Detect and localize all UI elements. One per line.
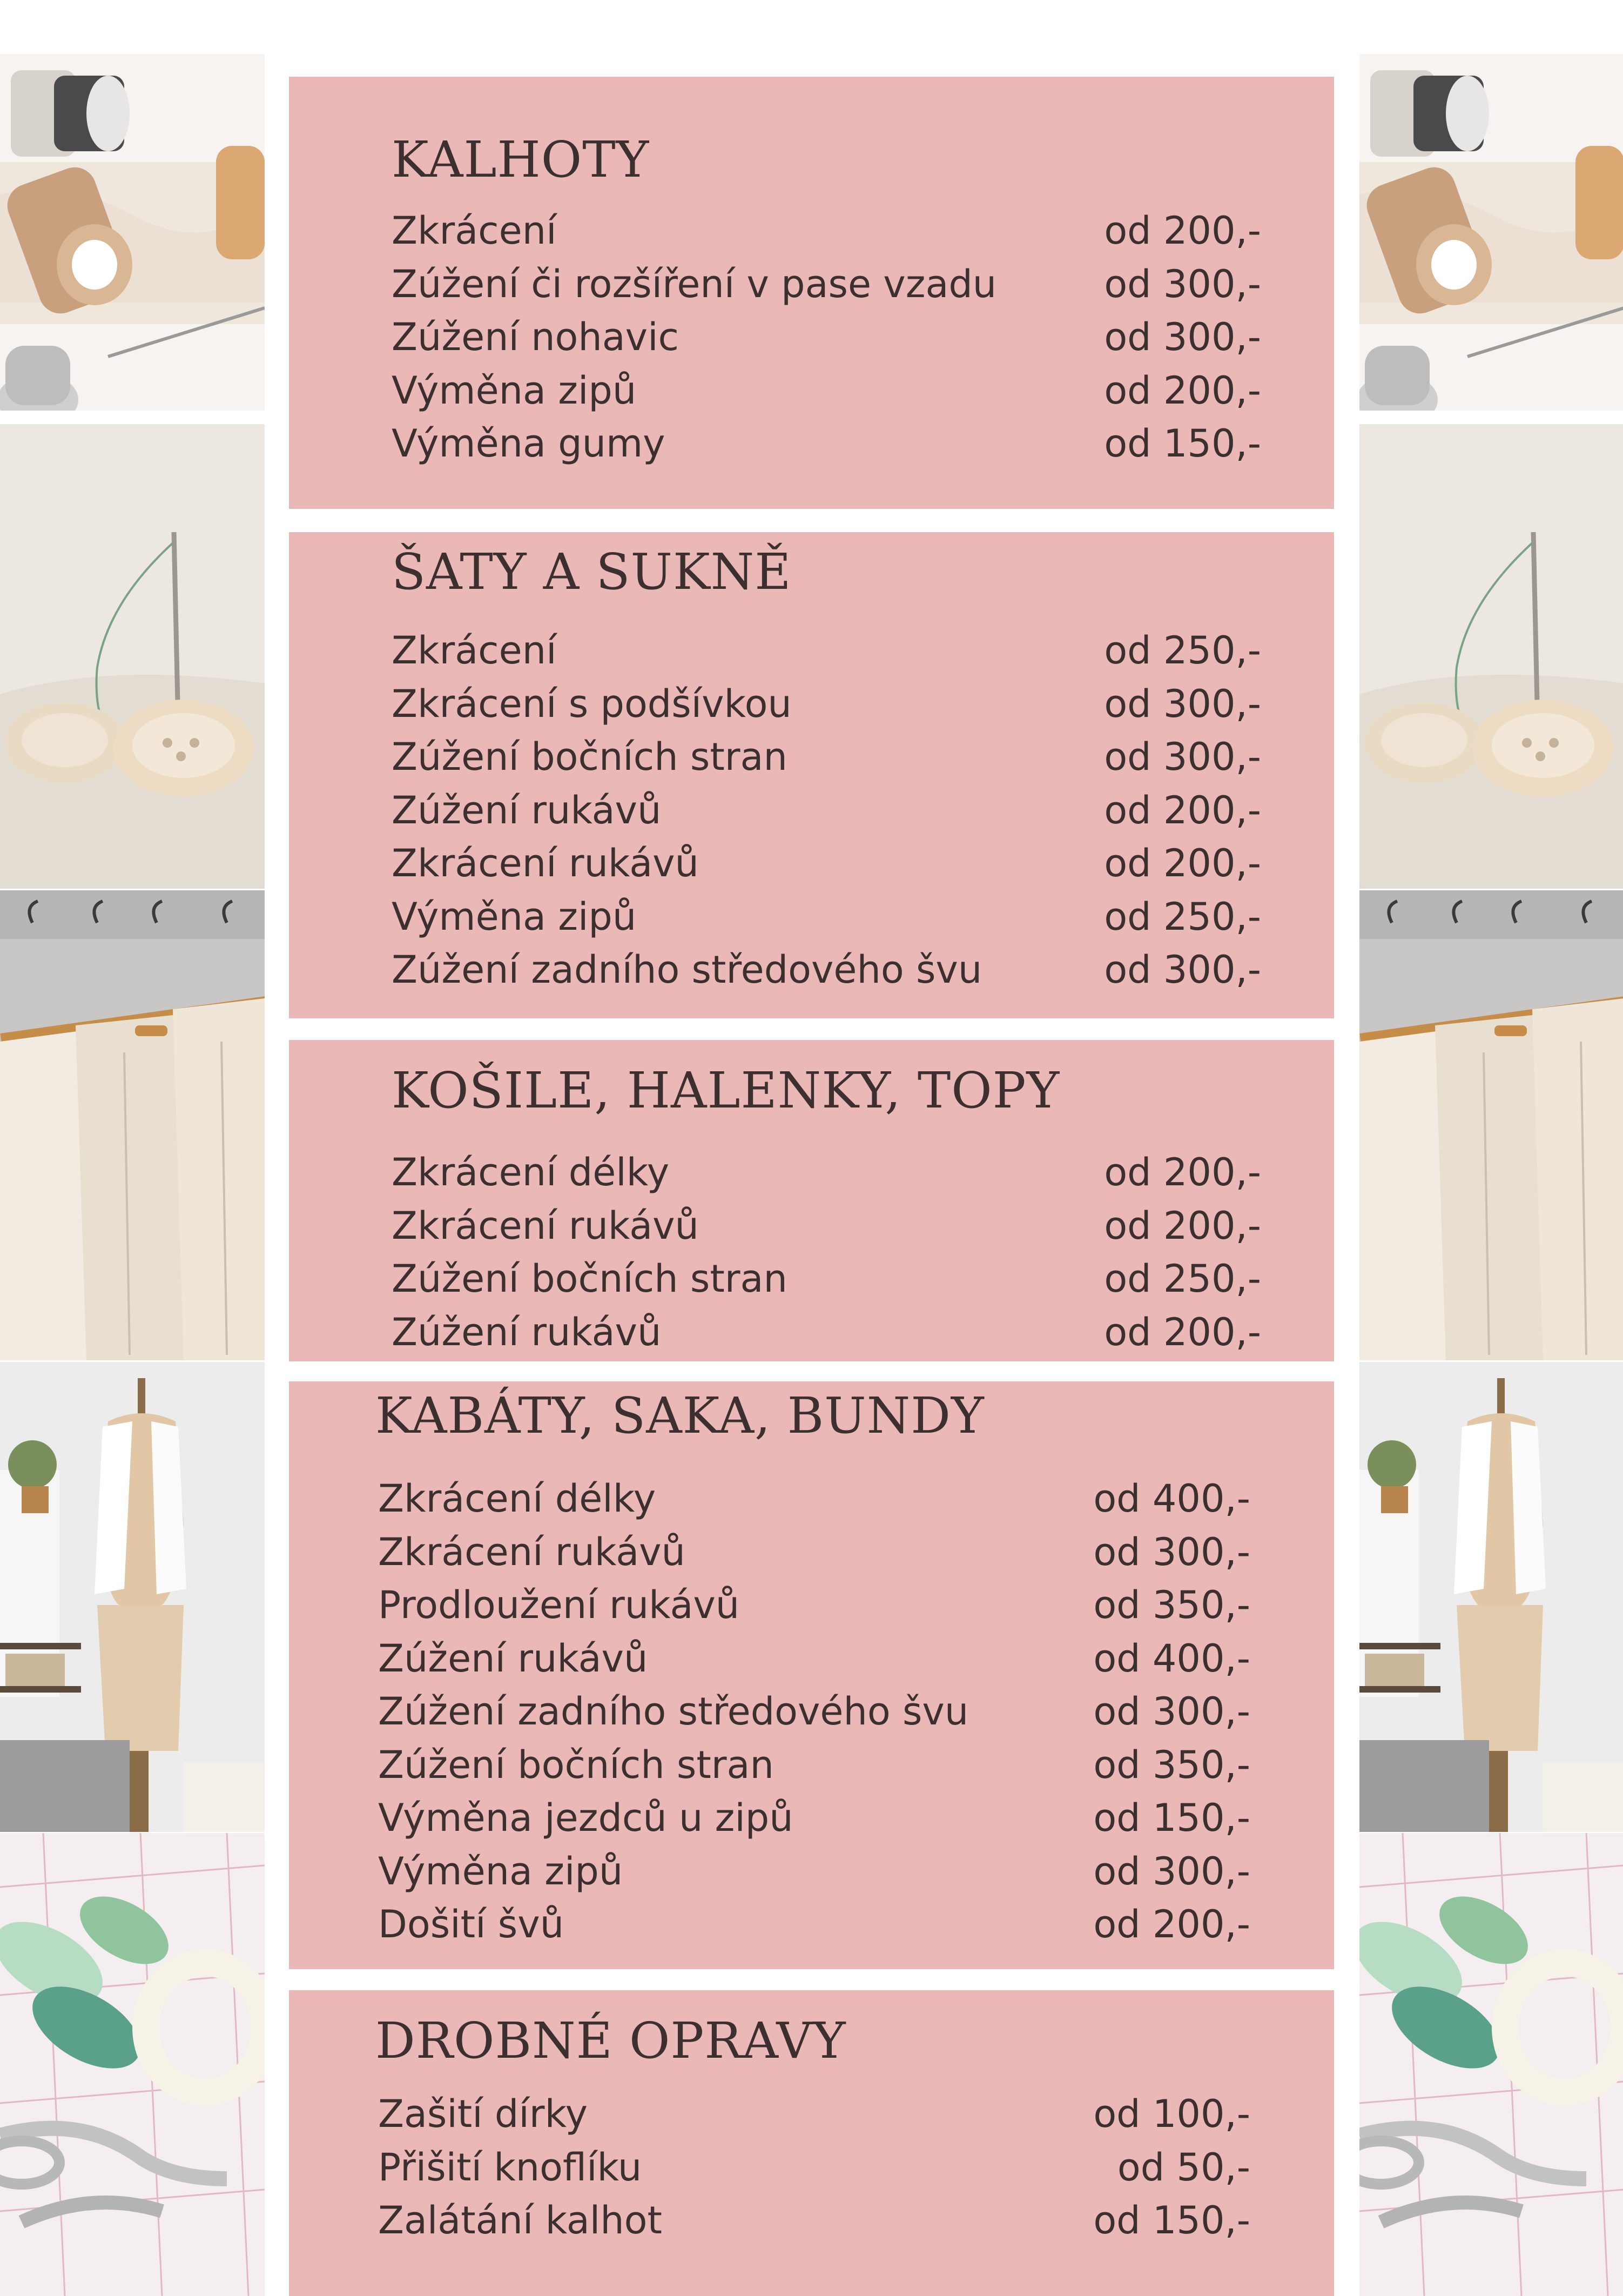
item-price: od 200,- bbox=[1104, 1203, 1261, 1248]
item-price: od 200,- bbox=[1104, 209, 1261, 253]
price-item bbox=[392, 837, 1261, 890]
item-name: Zkrácení s podšívkou bbox=[392, 681, 792, 726]
item-name: Zalátání kalhot bbox=[378, 2198, 662, 2243]
section-saty-a-sukne bbox=[289, 532, 1334, 1018]
price-item bbox=[378, 1526, 1250, 1579]
needle-button-photo bbox=[0, 424, 265, 889]
price-item bbox=[378, 1898, 1250, 1951]
item-price: od 300,- bbox=[1104, 261, 1261, 306]
item-price: od 150,- bbox=[1093, 2198, 1250, 2243]
item-name: Zúžení bočních stran bbox=[392, 735, 787, 780]
price-item bbox=[378, 2087, 1250, 2141]
price-item bbox=[378, 1791, 1250, 1845]
item-name: Zúžení zadního středového švu bbox=[392, 948, 982, 992]
tape-measure-scissors-photo bbox=[0, 1833, 265, 2296]
item-name: Zúžení rukávů bbox=[392, 1310, 662, 1354]
thread-spools-thimble-photo bbox=[0, 54, 265, 411]
price-item bbox=[378, 1632, 1250, 1686]
price-list bbox=[392, 624, 1261, 997]
section-kosile-halenky-topy bbox=[289, 1040, 1334, 1361]
item-name: Výměna zipů bbox=[378, 1849, 623, 1894]
price-item bbox=[392, 730, 1261, 784]
price-item bbox=[392, 784, 1261, 837]
section-title: KOŠILE, HALENKY, TOPY bbox=[392, 1062, 1060, 1119]
price-list bbox=[392, 204, 1261, 471]
price-item bbox=[392, 1306, 1261, 1359]
item-name: Zkrácení rukávů bbox=[378, 1529, 685, 1574]
item-price: od 250,- bbox=[1104, 1257, 1261, 1301]
item-price: od 200,- bbox=[1104, 1310, 1261, 1354]
item-price: od 100,- bbox=[1093, 2092, 1250, 2137]
item-name: Zúžení nohavic bbox=[392, 315, 679, 360]
thread-spools-thimble-photo bbox=[1359, 54, 1623, 411]
item-name: Zkrácení bbox=[392, 628, 557, 673]
price-item bbox=[378, 1685, 1250, 1738]
price-item bbox=[378, 1472, 1250, 1526]
item-name: Zašití dírky bbox=[378, 2092, 588, 2137]
price-item bbox=[392, 1146, 1261, 1199]
item-name: Zúžení zadního středového švu bbox=[378, 1689, 969, 1734]
item-name: Zúžení rukávů bbox=[378, 1636, 648, 1681]
item-price: od 350,- bbox=[1093, 1583, 1250, 1628]
tape-measure-scissors-photo bbox=[1359, 1833, 1623, 2296]
price-item bbox=[392, 204, 1261, 258]
price-item bbox=[392, 364, 1261, 418]
section-title: KALHOTY bbox=[392, 131, 650, 189]
item-name: Prodloužení rukávů bbox=[378, 1583, 740, 1628]
price-item bbox=[392, 943, 1261, 997]
item-price: od 200,- bbox=[1104, 841, 1261, 886]
needle-button-photo bbox=[1359, 424, 1623, 889]
item-price: od 300,- bbox=[1093, 1849, 1250, 1894]
price-item bbox=[392, 417, 1261, 471]
section-title: DROBNÉ OPRAVY bbox=[375, 2012, 846, 2070]
dress-form-mannequin-photo bbox=[0, 1362, 265, 1832]
price-item bbox=[378, 1845, 1250, 1898]
item-price: od 300,- bbox=[1093, 1689, 1250, 1734]
section-title: ŠATY A SUKNĚ bbox=[392, 543, 792, 601]
item-name: Zúžení rukávů bbox=[392, 788, 662, 833]
item-price: od 200,- bbox=[1104, 1150, 1261, 1195]
item-price: od 50,- bbox=[1117, 2145, 1250, 2190]
price-item bbox=[392, 1199, 1261, 1253]
section-kabaty-saka-bundy bbox=[289, 1381, 1334, 1969]
item-name: Zkrácení délky bbox=[378, 1476, 656, 1521]
price-item bbox=[392, 677, 1261, 731]
item-name: Přišití knoflíku bbox=[378, 2145, 642, 2190]
item-name: Zkrácení délky bbox=[392, 1150, 670, 1195]
item-price: od 250,- bbox=[1104, 628, 1261, 673]
item-price: od 300,- bbox=[1104, 681, 1261, 726]
price-list bbox=[378, 1472, 1250, 1951]
item-price: od 300,- bbox=[1104, 948, 1261, 992]
item-name: Výměna gumy bbox=[392, 421, 665, 466]
price-list bbox=[392, 1146, 1261, 1359]
garments-on-hangers-photo bbox=[1359, 890, 1623, 1360]
right-photo-strip bbox=[1359, 0, 1623, 2296]
item-price: od 300,- bbox=[1093, 1529, 1250, 1574]
item-price: od 150,- bbox=[1104, 421, 1261, 466]
item-price: od 300,- bbox=[1104, 315, 1261, 360]
price-item bbox=[392, 258, 1261, 311]
price-item bbox=[378, 2141, 1250, 2194]
price-item bbox=[392, 1252, 1261, 1306]
item-price: od 200,- bbox=[1104, 788, 1261, 833]
item-price: od 250,- bbox=[1104, 894, 1261, 939]
price-item bbox=[392, 311, 1261, 364]
item-price: od 350,- bbox=[1093, 1742, 1250, 1787]
item-name: Výměna jezdců u zipů bbox=[378, 1796, 793, 1841]
price-item bbox=[378, 1738, 1250, 1792]
price-list bbox=[378, 2087, 1250, 2247]
price-item bbox=[378, 1579, 1250, 1632]
item-name: Zkrácení bbox=[392, 209, 557, 253]
price-item bbox=[392, 890, 1261, 944]
dress-form-mannequin-photo bbox=[1359, 1362, 1623, 1832]
item-name: Výměna zipů bbox=[392, 368, 637, 413]
item-price: od 400,- bbox=[1093, 1476, 1250, 1521]
item-price: od 150,- bbox=[1093, 1796, 1250, 1841]
section-drobne-opravy bbox=[289, 1990, 1334, 2296]
item-name: Zkrácení rukávů bbox=[392, 841, 699, 886]
item-name: Zúžení bočních stran bbox=[378, 1742, 774, 1787]
item-name: Došití švů bbox=[378, 1902, 564, 1947]
price-item bbox=[392, 624, 1261, 677]
garments-on-hangers-photo bbox=[0, 890, 265, 1360]
item-price: od 300,- bbox=[1104, 735, 1261, 780]
item-name: Zúžení bočních stran bbox=[392, 1257, 787, 1301]
price-item bbox=[378, 2194, 1250, 2247]
item-price: od 200,- bbox=[1093, 1902, 1250, 1947]
item-name: Výměna zipů bbox=[392, 894, 637, 939]
section-title: KABÁTY, SAKA, BUNDY bbox=[375, 1387, 985, 1445]
left-photo-strip bbox=[0, 0, 265, 2296]
item-price: od 400,- bbox=[1093, 1636, 1250, 1681]
item-name: Zkrácení rukávů bbox=[392, 1203, 699, 1248]
item-price: od 200,- bbox=[1104, 368, 1261, 413]
item-name: Zúžení či rozšíření v pase vzadu bbox=[392, 261, 997, 306]
section-kalhoty bbox=[289, 77, 1334, 509]
